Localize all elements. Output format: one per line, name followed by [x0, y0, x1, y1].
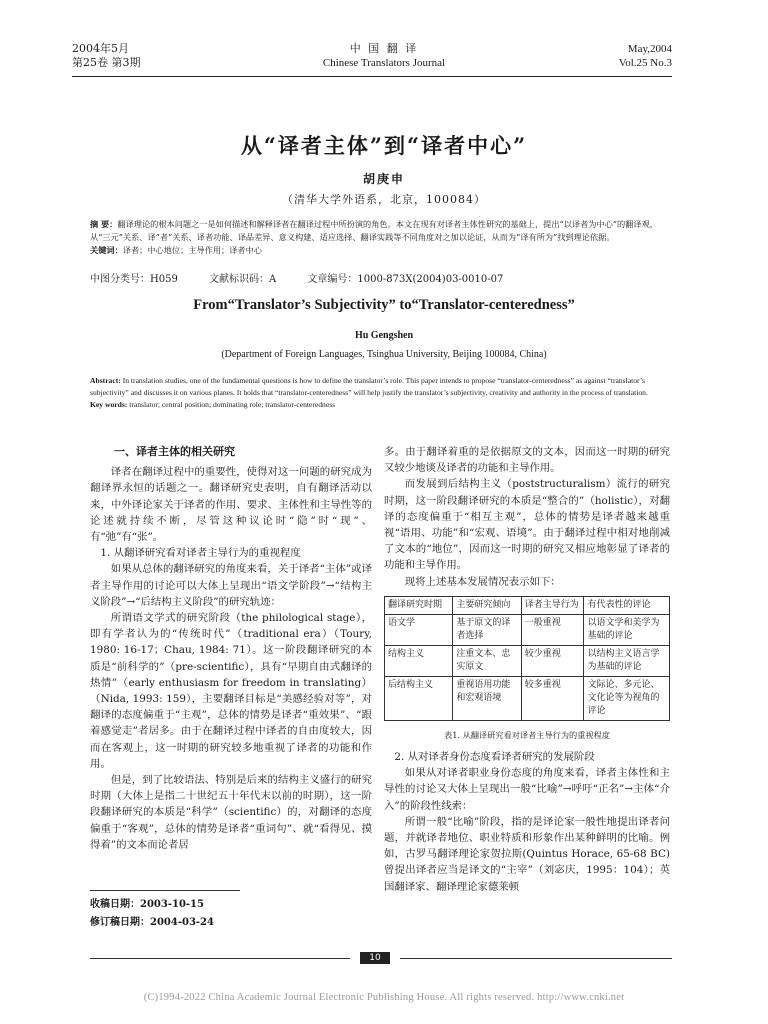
- article-number: 文章编号：1000-873X(2004)03-0010-07: [307, 274, 504, 285]
- table-header-cell: 主要研究倾向: [453, 596, 521, 614]
- page-rule-left: [90, 958, 350, 959]
- paragraph: 现将上述基本发展情况表示如下：: [404, 575, 561, 588]
- header-volume: 第25卷 第3期: [72, 56, 141, 69]
- classification-line: [90, 273, 670, 286]
- table-header-cell: 有代表性的评论: [584, 596, 670, 614]
- subsection-heading: 2. 从对译者身份态度看译者研究的发展阶段: [394, 751, 595, 764]
- table-row: [385, 614, 670, 645]
- table-row: [385, 676, 670, 720]
- journal-name-zh: 中 国 翻 译: [349, 42, 419, 55]
- table-header-row: [385, 596, 670, 614]
- table-row: [385, 645, 670, 676]
- paragraph: 多。由于翻译着重的是依据原文的文本，因而这一时期的研究又较少地谈及译者的功能和主导作用。: [384, 446, 670, 475]
- clc-number: 中图分类号：H059: [90, 274, 178, 285]
- author-zh: 胡庚申: [362, 172, 405, 186]
- table-header-cell: 译者主导行为: [521, 596, 584, 614]
- table-caption: 表1. 从翻译研究看对译者主导行为的重视程度: [444, 729, 610, 740]
- abstract-zh-label: 摘 要：: [90, 219, 118, 229]
- body-column-left: [90, 444, 372, 853]
- journal-name-en: Chinese Translators Journal: [322, 57, 446, 69]
- abstract-en-text: In translation studies, one of the fundamental questions is how to define the translator’s role. This paper intends to propose “translator-centeredness” as against “translator’s subjectivity” and discusses it on various planes. It holds that “translator-centeredness” will help justify the translator’s subjectivity, creativity and authority in the process of translation.: [90, 376, 648, 397]
- author-en: Hu Gengshen: [354, 330, 414, 341]
- development-table: [384, 596, 670, 721]
- table-cell: 一般重视: [521, 614, 584, 645]
- received-date: 收稿日期：2003-10-15: [90, 899, 204, 910]
- paragraph: 译者在翻译过程中的重要性，使得对这一问题的研究成为翻译界永恒的话题之一。翻译研究史表明，自有翻译活动以来，中外译论家关于译者的作用、要求、主体性和主导性等的论述就持续不断，尽管这种议论时“隐”时“现”、有“弛”有“张”。: [90, 466, 372, 544]
- page-rule-right: [400, 958, 672, 959]
- paragraph: 所谓语文学式的研究阶段（the philological stage），即有学者认为的“传统时代”（traditional era）（Toury, 1980: 16-17；Chau, 1984: 71）。这一阶段翻译研究的本质是“前科学的”（pre-scientific），具有“早期自由式翻译的热情”（early enthusiasm for freedom in translating）（Nida, 1993: 159），主要翻译目标是“美感经验对等”，对翻译的态度偏重于“主观”，总体的情势是译者“重效果”、“跟着感觉走”者居多。由于在翻译过程中译者的自由度较大，因而在客观上，这一时期的研究较多地重视了译者的功能和作用。: [90, 612, 372, 770]
- table-cell: 注重文本、忠实原文: [453, 645, 521, 676]
- abstract-zh-text: 翻译理论的根本问题之一是如何描述和解释译者在翻译过程中所扮演的角色。本文在现有对译者主体性研究的基础上，提出“以译者为中心”的翻译观，从“三元”关系、译“者”关系、译者功能、译品差异、意义构建、适应选择、翻译实践等不同角度对之加以论证，从而为“译有所为”找到理论依据。: [90, 219, 658, 242]
- journal-date-issue-en: [619, 42, 672, 70]
- section-heading: 一、译者主体的相关研究: [114, 445, 235, 458]
- table-cell: 文际论、多元论、文化论等为视角的评论: [584, 676, 670, 720]
- table-cell: 语文学: [385, 614, 453, 645]
- keywords-zh-text: 译者；中心地位；主导作用；译者中心: [122, 245, 262, 255]
- table-cell: 较多重视: [521, 676, 584, 720]
- abstract-zh: [90, 218, 670, 257]
- table-header-cell: 翻译研究时期: [385, 596, 453, 614]
- keywords-en-text: translator; central position; dominating role; translator-centeredness: [129, 400, 336, 409]
- document-code: 文献标识码：A: [209, 274, 277, 285]
- article-title-zh: 从“译者主体”到“译者中心”: [240, 133, 528, 158]
- header-volume-en: Vol.25 No.3: [618, 57, 672, 69]
- table-cell: 结构主义: [385, 645, 453, 676]
- body-column-right: [384, 444, 670, 895]
- footnotes: [90, 896, 214, 932]
- keywords-zh: [90, 244, 670, 257]
- table-cell: 重视语用功能和宏观语境: [453, 676, 521, 720]
- revised-date: 修订稿日期：2004-03-24: [90, 917, 214, 928]
- article-title-en: From“Translator’s Subjectivity” to“Translator-centeredness”: [193, 297, 575, 313]
- paragraph: 所谓一般“比喻”阶段，指的是译论家一般性地提出译者问题，并就译者地位、职业特质和形象作出某种鲜明的比喻。例如，古罗马翻译理论家贺拉斯(Quintus Horace, 65-68 BC)曾提出译者应当是译文的“主宰”（刘宓庆，1995：104）；英国翻译家、翻译理论家德莱顿: [384, 815, 670, 893]
- table-cell: 以结构主义语言学为基础的评论: [584, 645, 670, 676]
- table-cell: 后结构主义: [385, 676, 453, 720]
- copyright-watermark: (C)1994-2022 China Academic Journal Electronic Publishing House. All rights reserved. http://www.cnki.net: [143, 992, 625, 1003]
- keywords-en: [90, 399, 670, 411]
- affiliation-en: (Department of Foreign Languages, Tsinghua University, Beijing 100084, China): [221, 349, 547, 360]
- subsection-heading: 1. 从翻译研究看对译者主导行为的重视程度: [100, 547, 301, 560]
- affiliation-zh: （清华大学外语系，北京，100084）: [282, 193, 486, 206]
- header-rule: [72, 76, 672, 77]
- paragraph: 如果从对译者职业身份态度的角度来看，译者主体性和主导性的讨论又大体上呈现出一般“比喻”→呼吁“正名”→主体“介入”的阶段性线索：: [384, 767, 670, 812]
- paragraph: 但是，到了比较语法、特别是后来的结构主义盛行的研究时期（大体上是指二十世纪五十年代末以前的时期），这一阶段翻译研究的本质是“科学”（scientific）的，对翻译的态度偏重于“客观”，总体的情势是译者“重词句”、就“看得见、摸得着”的文本而论者居: [90, 774, 372, 851]
- paragraph: 如果从总体的翻译研究的角度来看，关于译者“主体”或译者主导作用的讨论可以大体上呈现出“语文学阶段”→“结构主义阶段”→“后结构主义阶段”的研究轨迹：: [90, 563, 372, 608]
- page-number: 10: [360, 952, 390, 964]
- keywords-en-label: Key words:: [90, 400, 128, 409]
- header-date: 2004年5月: [72, 42, 129, 55]
- table-cell: 较少重视: [521, 645, 584, 676]
- header-date-en: May,2004: [627, 43, 672, 55]
- keywords-zh-label: 关键词：: [90, 245, 123, 255]
- footnote-rule: [90, 890, 240, 891]
- table-cell: 以语文学和美学为基础的评论: [584, 614, 670, 645]
- paragraph: 而发展到后结构主义（poststructuralism）流行的研究时期，这一阶段翻译研究的本质是“整合的”（holistic），对翻译的态度偏重于“相互主观”，总体的情势是译者越来越重视“语用、功能”和“宏观、语境”。由于翻译过程中相对地削减了文本的“地位”，因而这一时期的研究又相应地彰显了译者的功能和主导作用。: [384, 478, 670, 572]
- abstract-en: [90, 375, 670, 411]
- abstract-en-label: Abstract:: [90, 376, 121, 385]
- table-cell: 基于原文的译者选择: [453, 614, 521, 645]
